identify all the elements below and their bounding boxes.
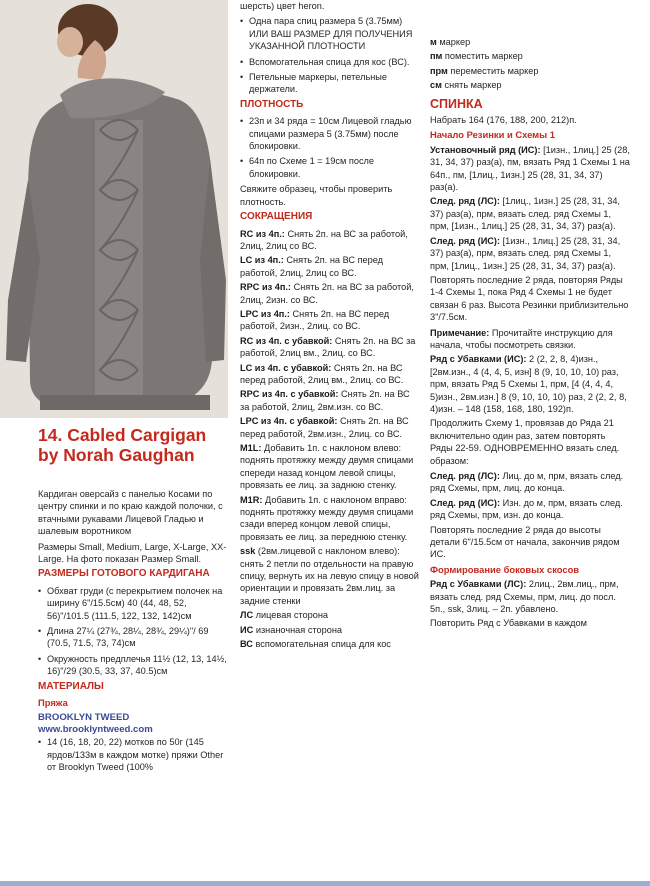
repeat-text: Повторять последние 2 ряда, повторяя Ряды 1-4 Схемы 1, пока Ряд 4 Схемы 1 не будет связан 6 раз. Высота Резинки приблизительно 3"/7.5см. [430,274,629,323]
finished-size-heading: РАЗМЕРЫ ГОТОВОГО КАРДИГАНА [38,568,210,580]
note: Примечание: Прочитайте инструкцию для начала, чтобы посмотреть связки. [430,327,613,350]
cardigan-illustration [0,0,228,418]
row-instruction: Ряд с Убавками (ИС): 2 (2, 2, 8, 4)изн., [2вм.изн., 4 (4, 4, 5, изн] 8 (9, 10, 10, 10) раз, прм, вязать Ряд 5 Схемы 1, прм, [4 (4, 4, 4, 5)изн., 2вм.изн.] 8 (9, 10, 10, 10) раз, 2 (2, 2, 8, 4)изн. – 148 (158, 168, 180, 192)п. [430,354,627,414]
row-instruction: След. ряд (ЛС): Лиц. до м, прм, вязать след. ряд Схемы, прм, лиц. до конца. [430,471,624,494]
gauge-note: Свяжите образец, чтобы проверить плотность. [240,184,393,207]
abbreviations-heading: СОКРАЩЕНИЯ [240,211,313,223]
bottom-rule [0,881,650,886]
rib-heading: Начало Резинки и Схемы 1 [430,129,555,141]
marker-def: пм поместить маркер [430,51,523,62]
list-item: • Одна пара спиц размера 5 (3.75мм) ИЛИ ВАШ РАЗМЕР ДЛЯ ПОЛУЧЕНИЯ УКАЗАННОЙ ПЛОТНОСТИ [240,16,413,52]
intro-text: Кардиган оверсайз с панелью Косами по центру спинки и по краю каждой полочки, с втачными рукавами Лицевой Гладью и шалевым воротником [38,489,223,537]
list-item: • Обхват груди (с перекрытием полочек на ширину 6"/15.5см) 40 (44, 48, 52, 56)"/101.5 (111.5, 122, 132, 142)см [38,585,223,621]
column-1 [38,488,230,777]
abbr-item: ВС вспомогательная спица для кос [240,639,391,650]
repeat-text-2: Повторять последние 2 ряда до высоты детали 6"/15.5см от начала, закончив рядом ИС. [430,524,620,560]
cardigan-photo [0,0,228,418]
side-shaping-heading: Формирование боковых скосов [430,563,580,575]
abbr-item: LC из 4п. с убавкой: Снять 2п. на ВС перед работой, 2лиц вм., 2лиц. со ВС. [240,362,404,385]
row-instruction: След. ряд (ИС): [1изн., 1лиц.] 25 (28, 31, 34, 37) раз(а), прм, вязать след. ряд Схемы 1, прм, [1лиц., 1изн.] 25 (28, 31, 34, 37) раз(а). [430,235,621,271]
materials-heading: МАТЕРИАЛЫ [38,680,104,692]
list-item: • Вспомогательная спица для кос (ВС). [240,56,410,67]
list-item: • Окружность предплечья 11½ (12, 13, 14½, 16)"/29 (30.5, 33, 37, 40.5)см [38,653,227,677]
pattern-title: 14. Cabled Cargigan by Norah Gaughan [38,425,207,465]
marker-def: прм переместить маркер [430,65,539,76]
abbr-item: M1R: Добавить 1п. с наклоном вправо: поднять протяжку между двумя спицами сзади вперед концом левой спицы, провязать ее лиц. за переднюю стенку. [240,494,414,542]
abbr-item: M1L: Добавить 1п. с наклоном влево: поднять протяжку между двумя спицами спереди назад концом левой спицы, провязать ее лиц. за заднюю стенку. [240,443,414,491]
list-item: • 23п и 34 ряда = 10см Лицевой гладью спицами размера 5 (3.75мм) после блокировки. [240,116,412,152]
brand-url[interactable]: www.brooklyntweed.com [38,723,153,735]
gauge-heading: ПЛОТНОСТЬ [240,98,304,110]
abbr-item: ИС изнаночная сторона [240,624,343,635]
row-instruction: След. ряд (ЛС): [1лиц., 1изн.] 25 (28, 31, 34, 37) раз(а), прм, вязать след. ряд Схемы 1, прм, [1изн., 1лиц.] 25 (28, 31, 34, 37) раз(а). [430,196,620,232]
column-2 [240,0,420,653]
abbr-item: ssk (2вм.лицевой с наклоном влево): снять 2 петли по отдельности на правую спицу, вернуть их на левую спицу в новой ориентации и провязать 2вм.лиц. за задние стенки [240,546,419,606]
row-instruction: Ряд с Убавками (ЛС): 2лиц., 2вм.лиц., прм, вязать след. ряд Схемы, прм, лиц. до посл. 5п., ssk, 3лиц. – 2п. убавлено. [430,579,619,615]
row-instruction: След. ряд (ИС): Изн. до м, прм, вязать след. ряд Схемы, прм, изн. до конца. [430,497,623,521]
list-item: • Длина 27¼ (27¾, 28¼, 28¾, 29¼)"/ 69 (70.5, 71.5, 73, 74)см [38,626,209,649]
list-item: • Петельные маркеры, петельные держатели. [240,72,388,95]
abbr-item: LPC из 4п.: Снять 2п. на ВС перед работой, 2изн., 2лиц. со ВС. [240,308,390,332]
after-decrease: Продолжить Схему 1, провязав до Ряда 21 включительно один раз, затем повторять Ряды 22-59. ОДНОВРЕМЕННО вязать след. образом: [430,418,620,466]
sizes-text: Размеры Small, Medium, Large, X-Large, XX- Large. На фото показан Размер Small. [38,541,227,565]
back-cast-on: Набрать 164 (176, 188, 200, 212)п. [430,115,577,126]
back-heading: СПИНКА [430,96,483,111]
abbr-item: LPC из 4п. с убавкой: Снять 2п. на ВС перед работой, 2вм.изн., 2лиц. со ВС. [240,416,409,439]
yarn-heading: Пряжа [38,697,68,709]
marker-def: см снять маркер [430,80,502,91]
abbr-item: RPC из 4п. с убавкой: Снять 2п. на ВС за работой, 2лиц, 2вм.изн. со ВС. [240,389,410,412]
abbr-item: ЛС лицевая сторона [240,610,329,621]
abbr-item: RPC из 4п.: Снять 2п. на ВС за работой, 2лиц, 2изн. со ВС. [240,282,414,305]
abbr-item: LC из 4п.: Снять 2п. на ВС перед работой, 2лиц, 2лиц со ВС. [240,255,384,278]
brand-name: BROOKLYN TWEED [38,711,130,723]
column-3 [430,36,630,633]
list-item: • 14 (16, 18, 20, 22) мотков по 50г (145 ярдов/133м в каждом мотке) пряжи Other от Brooklyn Tweed (100% [38,737,224,773]
list-item: • 64п по Схеме 1 = 19см после блокировки. [240,156,375,179]
row-instruction: Установочный ряд (ИС): [1изн., 1лиц.] 25 (28, 31, 34, 37) раз(а), пм, вязать Ряд 1 Схемы 1 на 64п., пм, [1лиц., 1изн.] 25 (28, 31, 34, 37) раз(а). [430,144,630,193]
marker-def: м маркер [430,37,471,47]
last-line: Повторить Ряд с Убавками в каждом [430,618,587,629]
abbr-item: RC из 4п. с убавкой: Снять 2п. на ВС за работой, 2лиц вм., 2лиц. со ВС. [240,335,416,359]
yarn-continued: шерсть) цвет heron. [240,1,325,11]
abbr-item: RC из 4п.: Снять 2п. на ВС за работой, 2лиц, 2лиц со ВС. [240,228,408,251]
